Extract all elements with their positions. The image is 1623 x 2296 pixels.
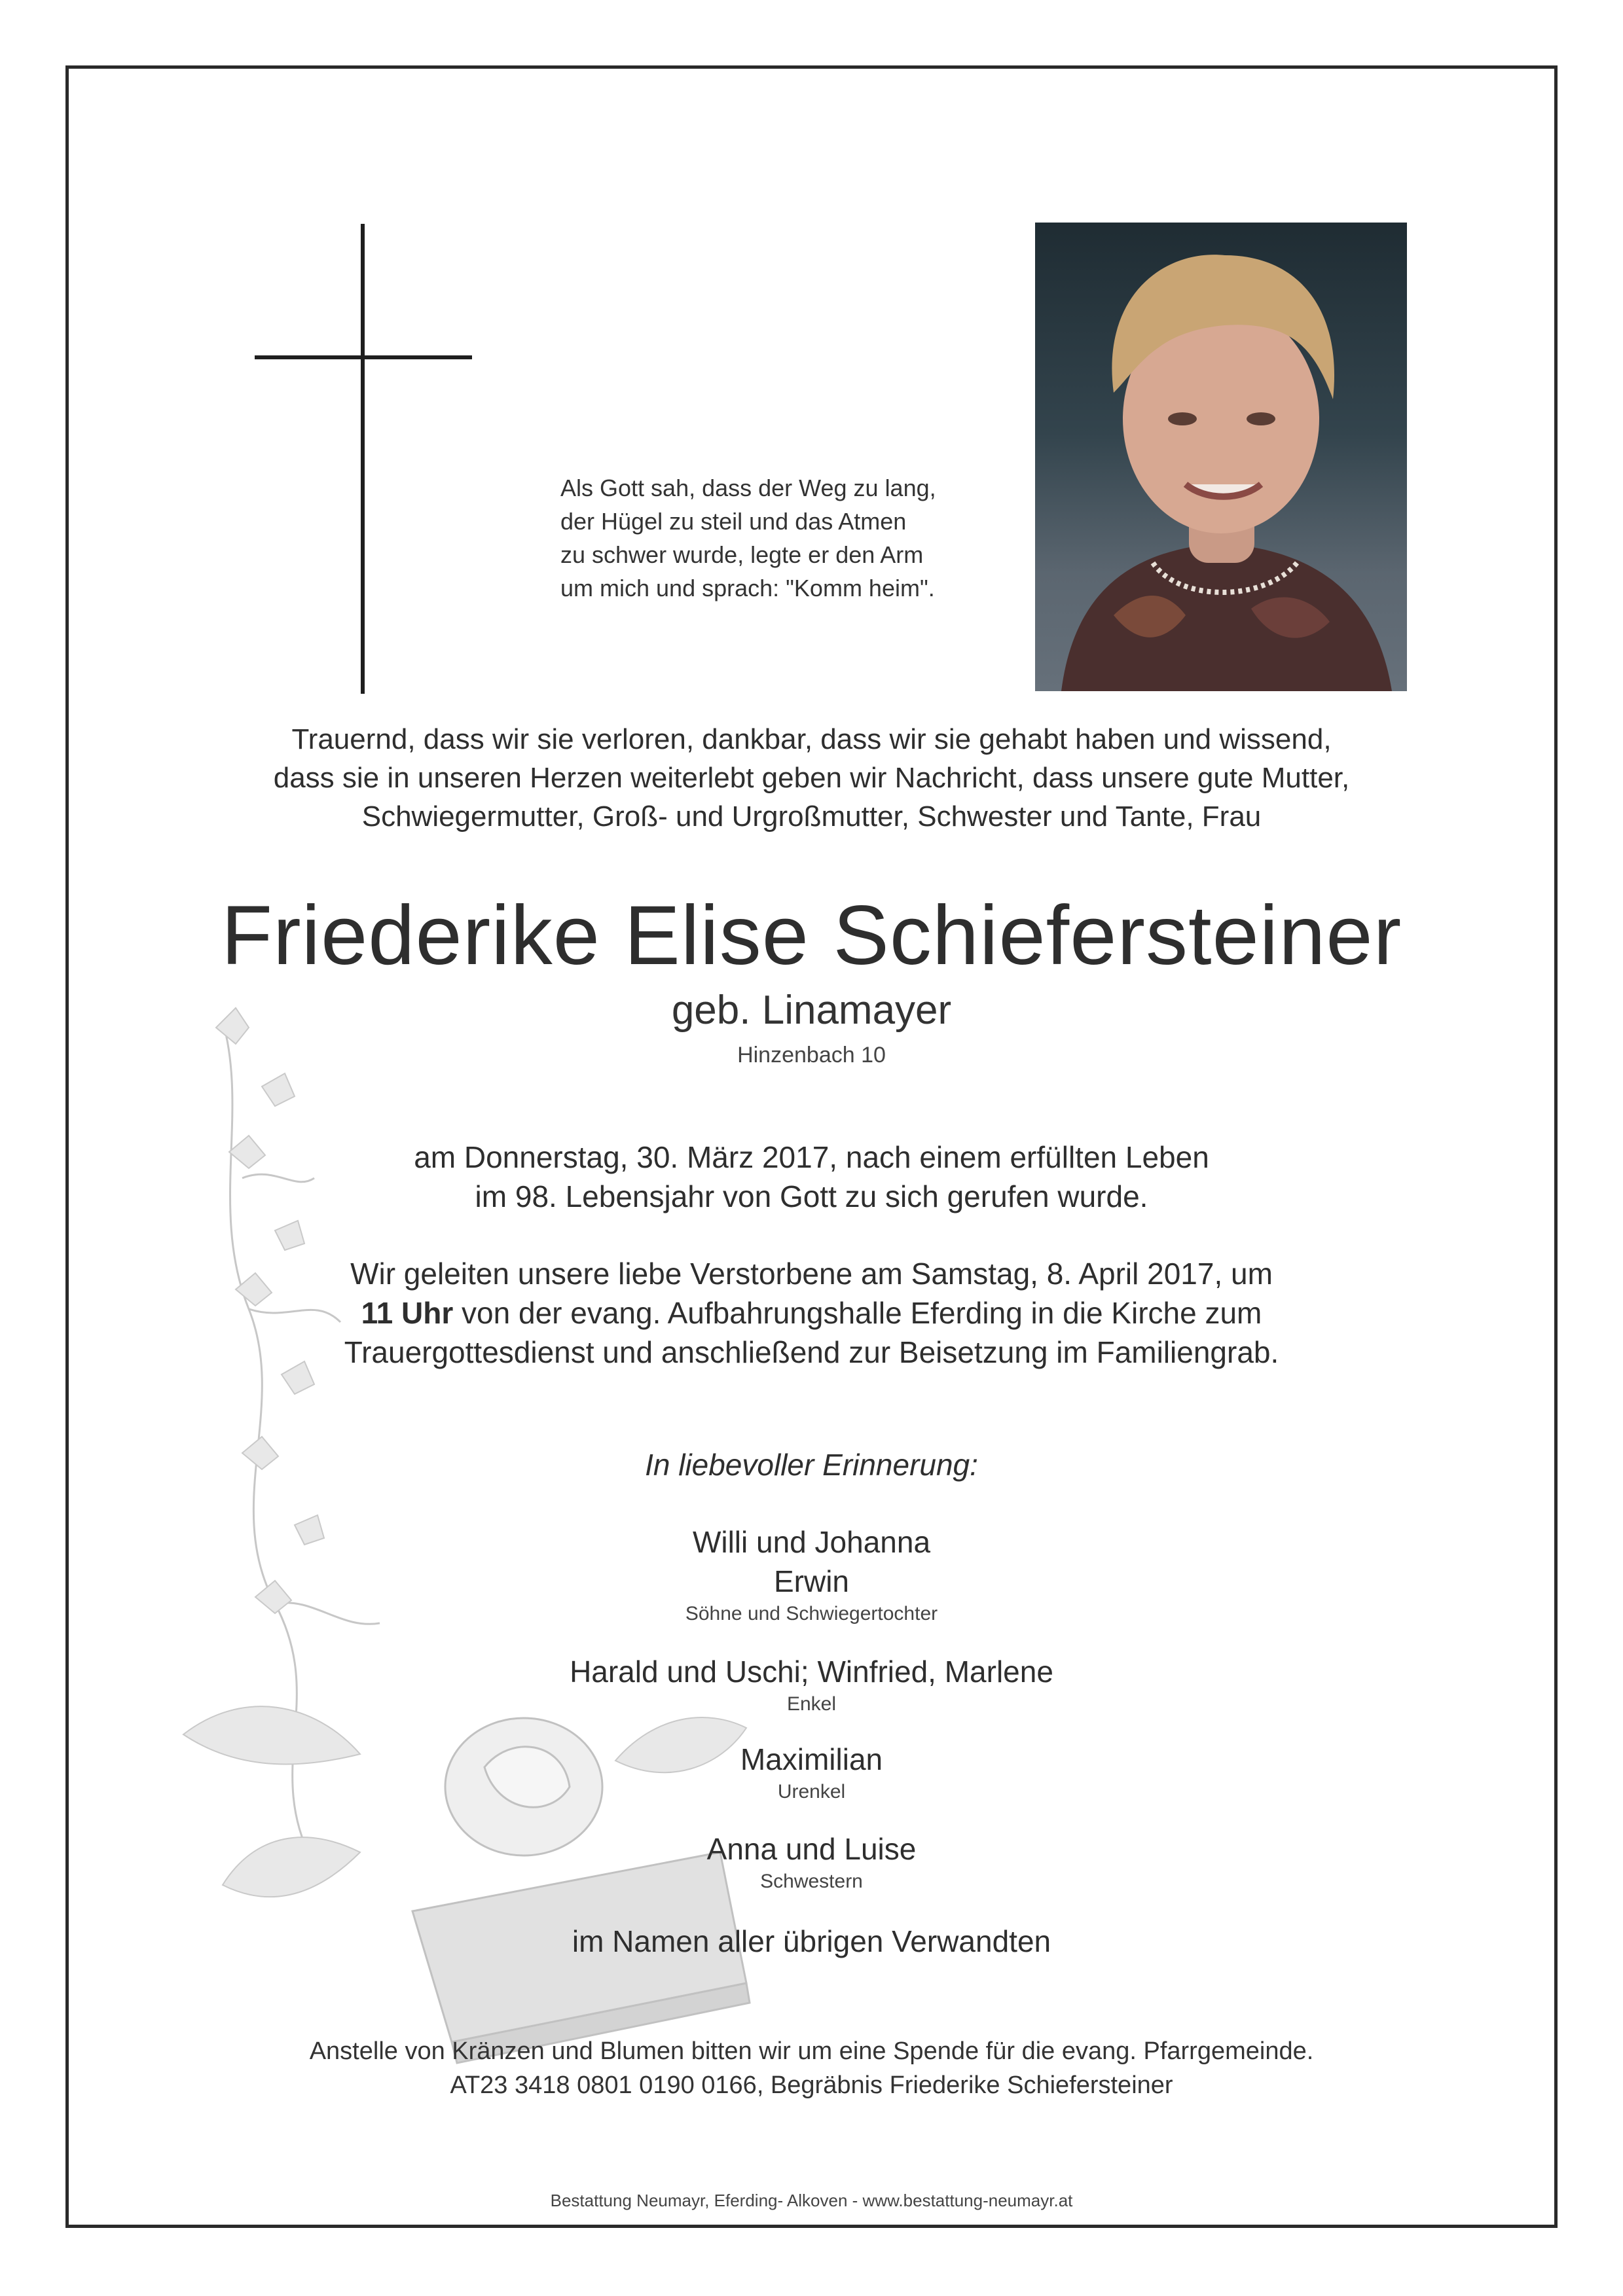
great-grandchild-name: Maximilian — [740, 1742, 883, 1776]
family-sons — [65, 1522, 1558, 1627]
death-line: im 98. Lebensjahr von Gott zu sich gerufen wurde. — [475, 1179, 1148, 1213]
cross-horizontal-bar — [255, 355, 472, 359]
poem-line: der Hügel zu steil und das Atmen — [560, 508, 907, 535]
service-line-1: Wir geleiten unsere liebe Verstorbene am Samstag, 8. April 2017, um — [350, 1257, 1273, 1291]
donation-line-1: Anstelle von Kränzen und Blumen bitten wir um eine Spende für die evang. Pfarrgemeinde. — [309, 2037, 1314, 2065]
poem-line: zu schwer wurde, legte er den Arm — [560, 541, 924, 568]
death-notice — [65, 1138, 1558, 1216]
deceased-name: Friederike Elise Schiefersteiner — [221, 889, 1402, 982]
sons-relation: Söhne und Schwiegertochter — [685, 1603, 938, 1624]
service-time: 11 Uhr — [361, 1296, 454, 1330]
intro-line: dass sie in unseren Herzen weiterlebt geben wir Nachricht, dass unsere gute Mutter, — [273, 762, 1350, 794]
portrait-photo — [1035, 223, 1407, 691]
announcement-intro — [65, 720, 1558, 836]
service-line-2 — [65, 1293, 1558, 1333]
poem-line: um mich und sprach: "Komm heim". — [560, 575, 935, 601]
donation-request — [65, 2034, 1558, 2102]
great-grandchild-relation: Urenkel — [777, 1781, 846, 1803]
birth-name: geb. Linamayer — [671, 988, 952, 1033]
memory-heading: In liebevoller Erinnerung: — [645, 1448, 978, 1482]
donation-iban-line: AT23 3418 0801 0190 0166, Begräbnis Friederike Schiefersteiner — [450, 2072, 1173, 2099]
family-sisters — [65, 1829, 1558, 1895]
sisters-relation: Schwestern — [760, 1871, 863, 1892]
sons-line-1: Willi und Johanna — [692, 1525, 931, 1559]
memorial-poem — [560, 471, 1019, 605]
cross-vertical-bar — [361, 224, 365, 694]
service-line-2-text: von der evang. Aufbahrungshalle Eferding in die Kirche zum — [453, 1296, 1262, 1330]
family-great-grandchild — [65, 1740, 1558, 1805]
grandchildren-relation: Enkel — [786, 1693, 837, 1715]
other-relatives: im Namen aller übrigen Verwandten — [572, 1924, 1051, 1958]
funeral-service-info — [65, 1254, 1558, 1372]
intro-line: Schwiegermutter, Groß- und Urgroßmutter, Schwester und Tante, Frau — [361, 800, 1262, 833]
service-line-3: Trauergottesdienst und anschließend zur Beisetzung im Familiengrab. — [344, 1335, 1279, 1369]
family-grandchildren — [65, 1652, 1558, 1717]
portrait-illustration — [1035, 223, 1407, 691]
grandchildren-names: Harald und Uschi; Winfried, Marlene — [570, 1655, 1053, 1689]
funeral-home-footer: Bestattung Neumayr, Eferding- Alkoven - www.bestattung-neumayr.at — [550, 2191, 1073, 2210]
sisters-names: Anna und Luise — [706, 1832, 917, 1866]
intro-line: Trauernd, dass wir sie verloren, dankbar, dass wir sie gehabt haben und wissend, — [291, 723, 1332, 755]
death-line: am Donnerstag, 30. März 2017, nach einem erfüllten Leben — [414, 1140, 1209, 1174]
sons-line-2: Erwin — [773, 1564, 850, 1598]
poem-line: Als Gott sah, dass der Weg zu lang, — [560, 475, 936, 501]
address: Hinzenbach 10 — [737, 1043, 886, 1067]
